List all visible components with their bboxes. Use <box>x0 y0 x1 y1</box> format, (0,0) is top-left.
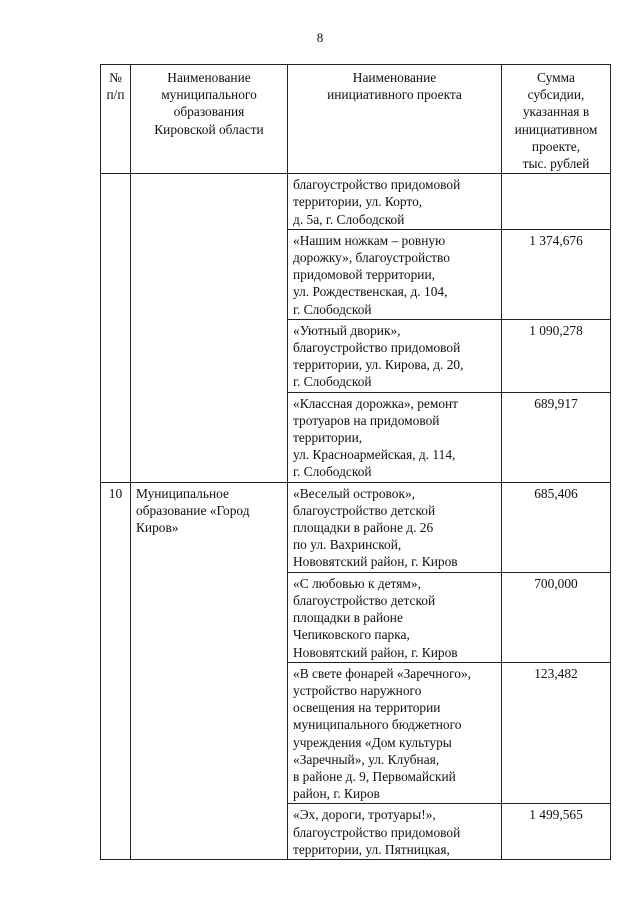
project-name: «Веселый островок», благоустройство детской площадки в районе д. 26 по ул. Вахринской, Нововятский район, г. Киров <box>288 482 502 572</box>
subsidy-amount: 1 090,278 <box>502 319 611 392</box>
subsidy-amount: 700,000 <box>502 572 611 662</box>
project-name: «Нашим ножкам – ровную дорожку», благоустройство придомовой территории, ул. Рождественская, д. 104, г. Слободской <box>288 229 502 319</box>
project-name: «В свете фонарей «Заречного», устройство наружного освещения на территории муниципального бюджетного учреждения «Дом культуры «Заречный», ул. Клубная, в районе д. 9, Первомайский район, г. Киров <box>288 662 502 804</box>
header-municipality: Наименование муниципального образования Кировской области <box>131 65 288 174</box>
row-number <box>101 174 131 482</box>
municipality-name: Муниципальное образование «Город Киров» <box>131 482 288 859</box>
subsidy-amount: 123,482 <box>502 662 611 804</box>
project-name: «Классная дорожка», ремонт тротуаров на придомовой территории, ул. Красноармейская, д. 114, г. Слободской <box>288 392 502 482</box>
subsidy-amount: 1 374,676 <box>502 229 611 319</box>
project-name: «Эх, дороги, тротуары!», благоустройство придомовой территории, ул. Пятницкая, <box>288 804 502 860</box>
subsidy-amount: 689,917 <box>502 392 611 482</box>
table-row <box>101 482 611 572</box>
project-name: «С любовью к детям», благоустройство детской площадки в районе Чепиковского парка, Нововятский район, г. Киров <box>288 572 502 662</box>
subsidy-amount: 685,406 <box>502 482 611 572</box>
subsidy-table <box>100 64 611 860</box>
row-number: 10 <box>101 482 131 859</box>
subsidy-amount <box>502 174 611 230</box>
header-amount: Сумма субсидии, указанная в инициативном проекте, тыс. рублей <box>502 65 611 174</box>
header-project: Наименование инициативного проекта <box>288 65 502 174</box>
subsidy-amount: 1 499,565 <box>502 804 611 860</box>
project-name: «Уютный дворик», благоустройство придомовой территории, ул. Кирова, д. 20, г. Слободской <box>288 319 502 392</box>
header-row <box>101 65 611 174</box>
table-row <box>101 174 611 230</box>
municipality-name <box>131 174 288 482</box>
page-number: 8 <box>316 30 324 45</box>
header-number: № п/п <box>101 65 131 174</box>
project-name: благоустройство придомовой территории, ул. Корто, д. 5а, г. Слободской <box>288 174 502 230</box>
